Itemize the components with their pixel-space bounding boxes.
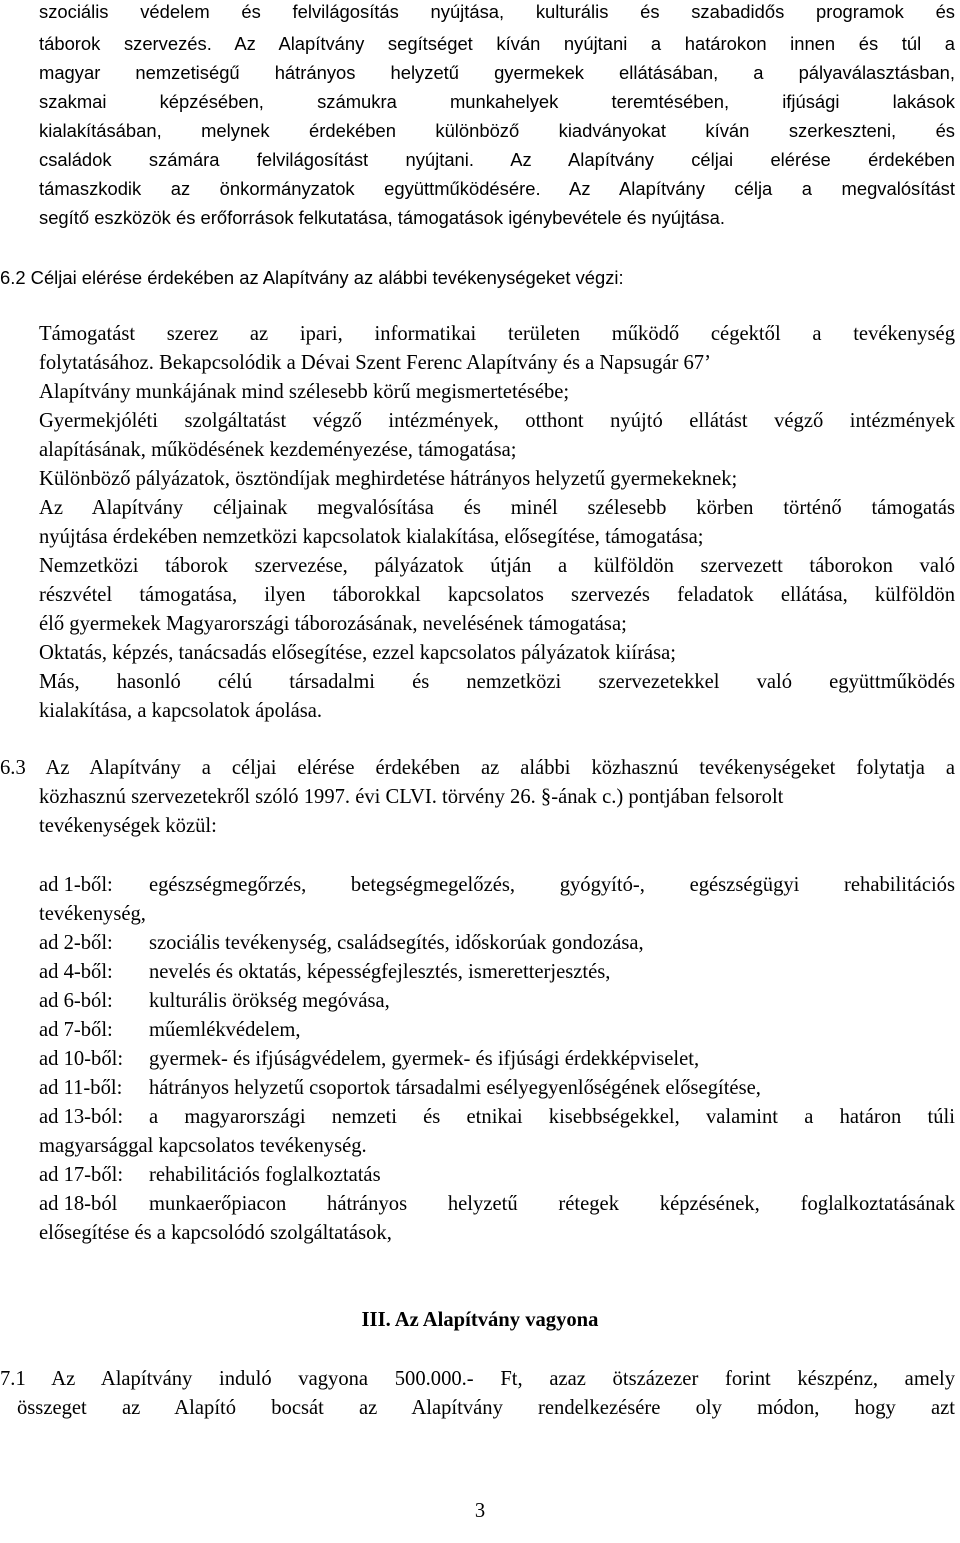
- ad-label-4: ad 6-ból:: [39, 990, 113, 1012]
- ad-label-2: ad 2-ből:: [39, 932, 113, 954]
- s62-line-14: kialakítása, a kapcsolatok ápolása.: [39, 700, 323, 722]
- s62-line-2: folytatásához. Bekapcsolódik a Dévai Szent Ferenc Alapítvány és a Napsugár 67’: [39, 352, 711, 374]
- ad-text-9: rehabilitációs foglalkoztatás: [149, 1164, 381, 1186]
- ad-text-4: kulturális örökség megóvása,: [149, 990, 390, 1012]
- s63-line-1: 6.3 Az Alapítvány a céljai elérése érdekében az alábbi közhasznú tevékenységeket folytatja a: [0, 757, 955, 779]
- intro-line-6: családok számára felvilágosítást nyújtani. Az Alapítvány céljai elérése érdekében: [39, 149, 955, 170]
- intro-line-8: segítő eszközök és erőforrások felkutatása, támogatások igénybevétele és nyújtása.: [39, 207, 725, 228]
- s62-line-6: Különböző pályázatok, ösztöndíjak meghirdetése hátrányos helyzetű gyermekeknek;: [39, 468, 738, 490]
- ad-text-1: egészségmegőrzés, betegségmegelőzés, gyógyító-, egészségügyi rehabilitációs: [149, 874, 955, 896]
- ad-text-8: a magyarországi nemzeti és etnikai kisebbségekkel, valamint a határon túli: [149, 1106, 955, 1128]
- s62-line-13: Más, hasonló célú társadalmi és nemzetközi szervezetekkel való együttműködés: [39, 671, 955, 693]
- s63-line-3: tevékenységek közül:: [39, 815, 217, 837]
- ad-text-6: gyermek- és ifjúságvédelem, gyermek- és ifjúsági érdekképviselet,: [149, 1048, 700, 1070]
- section-6-2-heading: 6.2 Céljai elérése érdekében az Alapítvány az alábbi tevékenységeket végzi:: [0, 267, 624, 288]
- ad-cont-8: magyarsággal kapcsolatos tevékenység.: [39, 1135, 367, 1157]
- ad-label-10: ad 18-ból: [39, 1193, 118, 1215]
- ad-cont-1: tevékenység,: [39, 903, 146, 925]
- s62-line-10: részvétel támogatása, ilyen táborokkal kapcsolatos szervezés feladatok ellátása, külföldön: [39, 584, 955, 606]
- ad-text-7: hátrányos helyzetű csoportok társadalmi esélyegyenlőségének elősegítése,: [149, 1077, 761, 1099]
- intro-line-4: szakmai képzésében, számukra munkahelyek teremtésében, ifjúsági lakások: [39, 91, 955, 112]
- ad-label-6: ad 10-ből:: [39, 1048, 124, 1070]
- s62-line-11: élő gyermekek Magyarországi táborozásának, nevelésének támogatása;: [39, 613, 627, 635]
- ad-label-5: ad 7-ből:: [39, 1019, 113, 1041]
- s62-line-3: Alapítvány munkájának mind szélesebb körű megismertetésébe;: [39, 381, 570, 403]
- ad-text-10: munkaerőpiacon hátrányos helyzetű rétegek képzésének, foglalkoztatásának: [149, 1193, 955, 1215]
- s62-line-9: Nemzetközi táborok szervezése, pályázatok útján a külföldön szervezett táborokon való: [39, 555, 955, 577]
- intro-line-7: támaszkodik az önkormányzatok együttműködésére. Az Alapítvány célja a megvalósítást: [39, 178, 955, 199]
- ad-label-7: ad 11-ből:: [39, 1077, 123, 1099]
- ad-text-3: nevelés és oktatás, képességfejlesztés, ismeretterjesztés,: [149, 961, 611, 983]
- s62-line-5: alapításának, működésének kezdeményezése, támogatása;: [39, 439, 517, 461]
- s62-line-8: nyújtása érdekében nemzetközi kapcsolatok kialakítása, elősegítése, támogatása;: [39, 526, 704, 548]
- ad-label-8: ad 13-ból:: [39, 1106, 124, 1128]
- s62-line-7: Az Alapítvány céljainak megvalósítása és minél szélesebb körben történő támogatás: [39, 497, 955, 519]
- intro-line-3: magyar nemzetiségű hátrányos helyzetű gyermekek ellátásában, a pályaválasztásban,: [39, 62, 955, 83]
- s62-line-1: Támogatást szerez az ipari, informatikai területen működő cégektől a tevékenység: [39, 323, 955, 345]
- ad-text-5: műemlékvédelem,: [149, 1019, 301, 1041]
- intro-line-5: kialakításában, melynek érdekében különböző kiadványokat kíván szerkeszteni, és: [39, 120, 955, 141]
- ad-label-9: ad 17-ből:: [39, 1164, 124, 1186]
- intro-line-1: szociális védelem és felvilágosítás nyújtása, kulturális és szabadidős programok és: [39, 1, 955, 22]
- ad-label-1: ad 1-ből:: [39, 874, 113, 896]
- ad-label-3: ad 4-ből:: [39, 961, 113, 983]
- s71-line-1: 7.1 Az Alapítvány induló vagyona 500.000.- Ft, azaz ötszázezer forint készpénz, amely: [0, 1368, 955, 1390]
- page-number: 3: [474, 1500, 486, 1522]
- s63-line-2: közhasznú szervezetekről szóló 1997. évi CLVI. törvény 26. §-ának c.) pontjában felsorolt: [39, 786, 784, 808]
- s62-line-12: Oktatás, képzés, tanácsadás elősegítése, ezzel kapcsolatos pályázatok kiírása;: [39, 642, 676, 664]
- s71-line-2: összeget az Alapító bocsát az Alapítvány rendelkezésére oly módon, hogy azt: [17, 1397, 955, 1419]
- section-iii-heading: III. Az Alapítvány vagyona: [361, 1309, 599, 1331]
- ad-text-2: szociális tevékenység, családsegítés, időskorúak gondozása,: [149, 932, 644, 954]
- ad-cont-10: elősegítése és a kapcsolódó szolgáltatások,: [39, 1222, 392, 1244]
- intro-line-2: táborok szervezés. Az Alapítvány segítséget kíván nyújtani a határokon innen és túl a: [39, 33, 955, 54]
- s62-line-4: Gyermekjóléti szolgáltatást végző intézmények, otthont nyújtó ellátást végző intézmények: [39, 410, 955, 432]
